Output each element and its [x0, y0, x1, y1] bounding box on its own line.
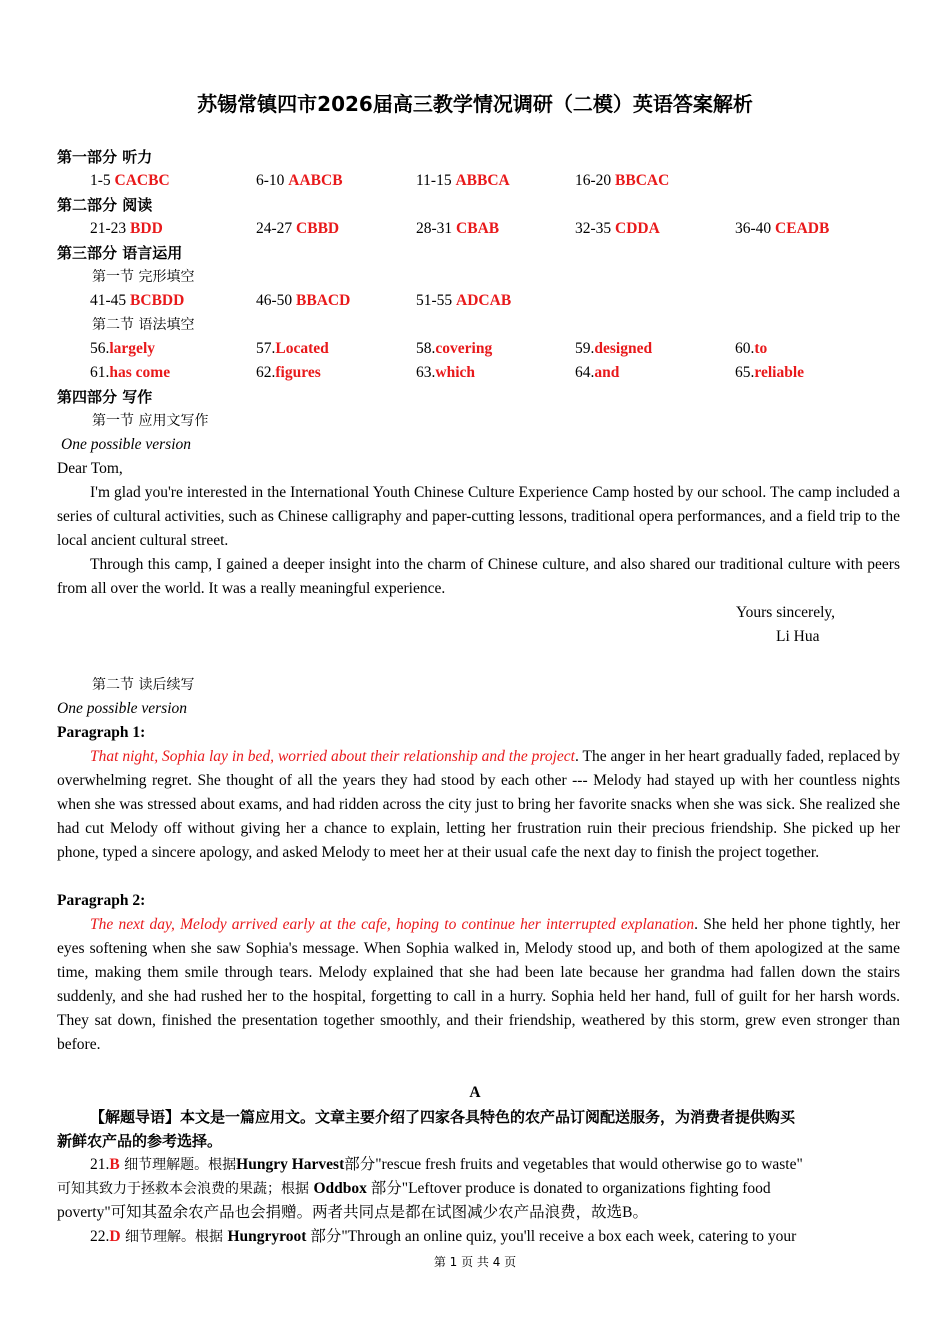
part2-answers-row	[0, 217, 950, 241]
paragraph1-label: Paragraph 1:	[57, 724, 146, 741]
q21-line-3: poverty"可知其盈余农产品也会捐赠。两者共同点是都在试图减少农产品浪费，故选B。	[57, 1204, 649, 1221]
cloze-answers-row	[0, 289, 950, 313]
passage-letter: A	[469, 1084, 481, 1101]
part4-heading: 第四部分 写作	[57, 388, 153, 406]
writing-section1-heading: 第一节 应用文写作	[92, 413, 209, 429]
part2-heading: 第二部分 阅读	[57, 196, 153, 214]
q22-line-1: 22.D 细节理解。根据 Hungryroot 部分"Through an online quiz, you'll receive a box each week, catering to your	[90, 1228, 797, 1245]
answer-group: 62.figures	[256, 364, 321, 381]
answer-group: 46-50 BBACD	[256, 292, 351, 309]
version-label: One possible version	[61, 436, 192, 453]
answer-group: 1-5 CACBC	[90, 172, 170, 189]
answer-group: 58.covering	[416, 340, 493, 357]
guide-line-2: 新鲜农产品的参考选择。	[57, 1132, 223, 1150]
paragraph2-lead-sentence: The next day, Melody arrived early at the cafe, hoping to continue her interrupted explanation	[90, 916, 695, 933]
answer-group: 64.and	[575, 364, 620, 381]
answer-group: 28-31 CBAB	[416, 220, 500, 237]
grammar-answers-row-2	[0, 361, 950, 385]
version-label-2: One possible version	[57, 700, 188, 717]
letter-signature: Li Hua	[776, 628, 820, 645]
grammar-answers-row-1	[0, 337, 950, 361]
guide-line-1: 【解题导语】本文是一篇应用文。文章主要介绍了四家各具特色的农产品订阅配送服务，为消费者提供购买	[90, 1108, 796, 1126]
answer-group: 11-15 ABBCA	[416, 172, 510, 189]
answer-group: 36-40 CEADB	[735, 220, 830, 237]
answer-group: 60.to	[735, 340, 768, 357]
answer-group: 65.reliable	[735, 364, 805, 381]
letter-closing: Yours sincerely,	[736, 604, 836, 621]
part1-heading: 第一部分 听力	[57, 148, 153, 166]
answer-group: 32-35 CDDA	[575, 220, 660, 237]
part3-heading: 第三部分 语言运用	[57, 244, 183, 262]
writing-section2-heading: 第二节 读后续写	[92, 677, 195, 693]
answer-group: 24-27 CBBD	[256, 220, 340, 237]
answer-group: 21-23 BDD	[90, 220, 163, 237]
letter-paragraph-2: Through this camp, I gained a deeper insight into the charm of Chinese culture, and also shared our traditional culture with peers from all over the world. It was a really meaningful experience.	[57, 556, 900, 597]
answer-group: 61.has come	[90, 364, 171, 381]
letter-paragraph-1: I'm glad you're interested in the International Youth Chinese Culture Experience Camp hosted by our school. The camp included a series of cultural activities, such as Chinese calligraphy and paper-cutting lessons, traditional opera performances, and a field trip to the local ancient cultural street.	[57, 484, 900, 549]
q21-line-2: 可知其致力于拯救本会浪费的果蔬；根据 Oddbox 部分"Leftover produce is donated to organizations fighting food	[57, 1180, 771, 1197]
answer-group: 16-20 BBCAC	[575, 172, 670, 189]
answer-group: 41-45 BCBDD	[90, 292, 185, 309]
answer-group: 57.Located	[256, 340, 329, 357]
answer-group: 63.which	[416, 364, 475, 381]
page-title: 苏锡常镇四市2026届高三教学情况调研（二模）英语答案解析	[197, 92, 753, 116]
grammar-section-heading: 第二节 语法填空	[92, 317, 195, 333]
continuation-paragraph-1: That night, Sophia lay in bed, worried about their relationship and the project. The anger in her heart gradually faded, replaced by overwhelming regret. She thought of all the years they had stood by each other --- Melody had stayed up with her countless nights when she was stressed about exams, and had ridden across the city just to bring her favorite snacks when she was sick. She realized she had cut Melody off without giving her a chance to explain, letting her frustration ruin their precious friendship. She picked up her phone, typed a sincere apology, and asked Melody to meet her at their usual cafe the next day to finish the project together.	[57, 748, 900, 861]
continuation-paragraph-2: The next day, Melody arrived early at the cafe, hoping to continue her interrupted explanation. She held her phone tightly, her eyes softening when she saw Sophia's message. When Sophia walked in, Melody stood up, and both of them apologized at the same time, making them smile through tears. Melody explained that she had been late because her grandma had fallen down the stairs suddenly, and she had rushed her to the hospital, forgetting to call in a hurry. Sophia held her hand, full of guilt for her harsh words. They sat down, finished the presentation together smoothly, and their friendship, weathered by this storm, grew even stronger than before.	[57, 916, 901, 1053]
letter-greeting: Dear Tom,	[57, 460, 123, 477]
part1-answers-row	[0, 169, 950, 193]
page-footer: 第 1 页 共 4 页	[433, 1255, 517, 1269]
cloze-section-heading: 第一节 完形填空	[92, 269, 195, 285]
answer-group: 59.designed	[575, 340, 653, 357]
answer-group: 6-10 AABCB	[256, 172, 343, 189]
q21-line-1: 21.B 细节理解题。根据Hungry Harvest部分"rescue fresh fruits and vegetables that would otherwise go to waste"	[90, 1156, 803, 1173]
paragraph1-lead-sentence: That night, Sophia lay in bed, worried about their relationship and the project	[90, 748, 575, 765]
answer-group: 56.largely	[90, 340, 155, 357]
answer-group: 51-55 ADCAB	[416, 292, 512, 309]
paragraph2-label: Paragraph 2:	[57, 892, 146, 909]
